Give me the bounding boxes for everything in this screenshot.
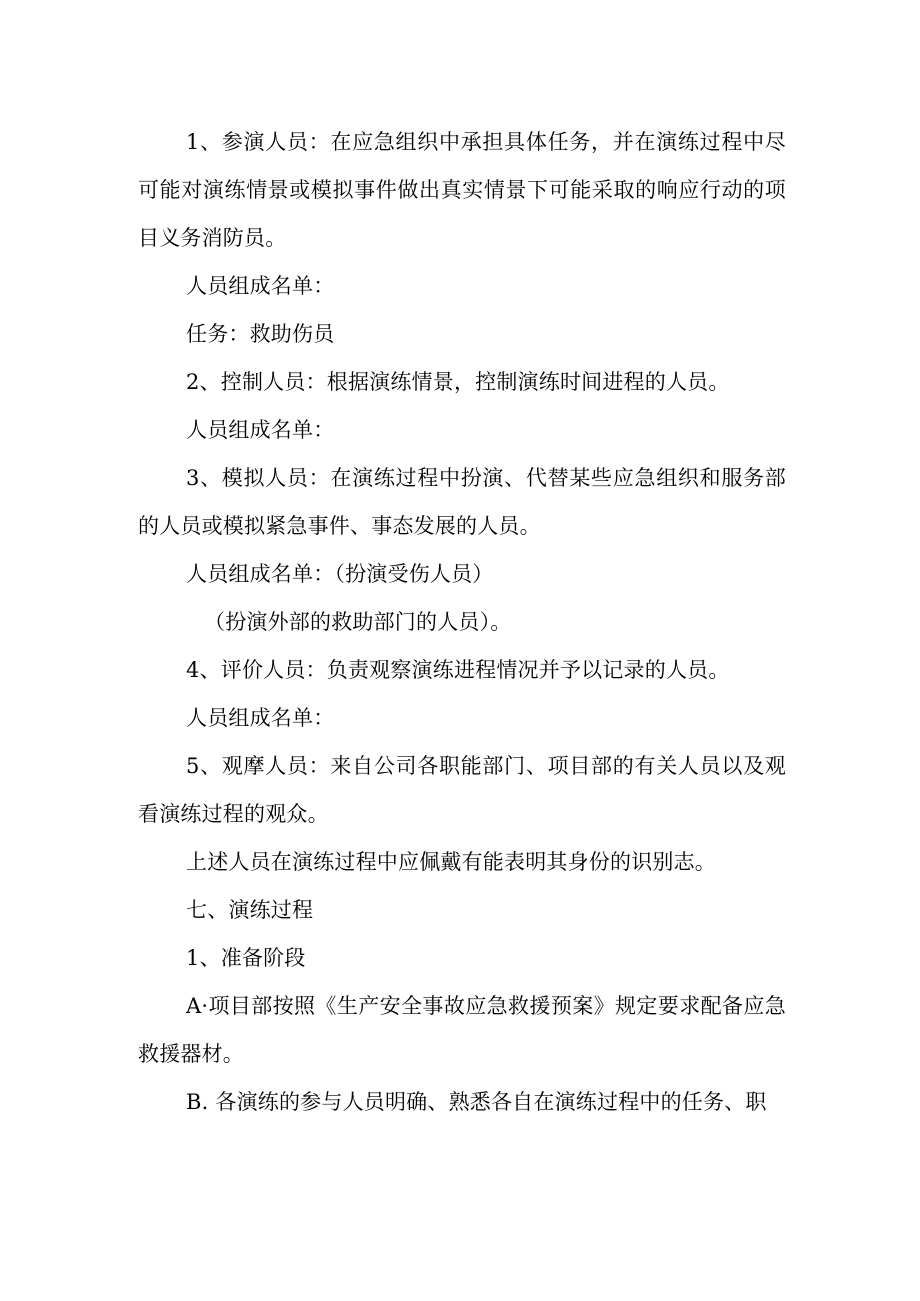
paragraph-simulators: 3、模拟人员：在演练过程中扮演、代替某些应急组织和服务部的人员或模拟紧急事件、事态发展的人员。: [138, 466, 786, 538]
paragraph-roster-4: 人员组成名单：: [186, 706, 335, 730]
paragraph-controllers: 2、控制人员：根据演练情景，控制演练时间进程的人员。: [186, 370, 730, 394]
subheading-preparation-stage: 1、准备阶段: [186, 946, 306, 970]
paragraph-roster-3-external: （扮演外部的救助部门的人员）。: [204, 610, 512, 634]
paragraph-evaluators: 4、评价人员：负责观察演练进程情况并予以记录的人员。: [186, 658, 730, 682]
paragraph-item-b: B. 各演练的参与人员明确、熟悉各自在演练过程中的任务、职: [186, 1090, 767, 1114]
paragraph-roster-2: 人员组成名单：: [186, 418, 335, 442]
paragraph-roster-3: 人员组成名单：（扮演受伤人员）: [186, 562, 494, 586]
paragraph-participants: 1、参演人员：在应急组织中承担具体任务，并在演练过程中尽可能对演练情景或模拟事件做出真实情景下可能采取的响应行动的项目义务消防员。: [138, 130, 786, 250]
paragraph-observers: 5、观摩人员：来自公司各职能部门、项目部的有关人员以及观看演练过程的观众。: [138, 754, 786, 826]
document-body: [138, 118, 786, 1126]
paragraph-identification: 上述人员在演练过程中应佩戴有能表明其身份的识别志。: [186, 850, 716, 874]
paragraph-task: 任务：救助伤员: [186, 322, 335, 346]
section-heading-drill-process: 七、演练过程: [186, 898, 314, 922]
paragraph-item-a: A·项目部按照《生产安全事故应急救援预案》规定要求配备应急救援器材。: [138, 994, 786, 1066]
paragraph-roster-1: 人员组成名单：: [186, 274, 335, 298]
